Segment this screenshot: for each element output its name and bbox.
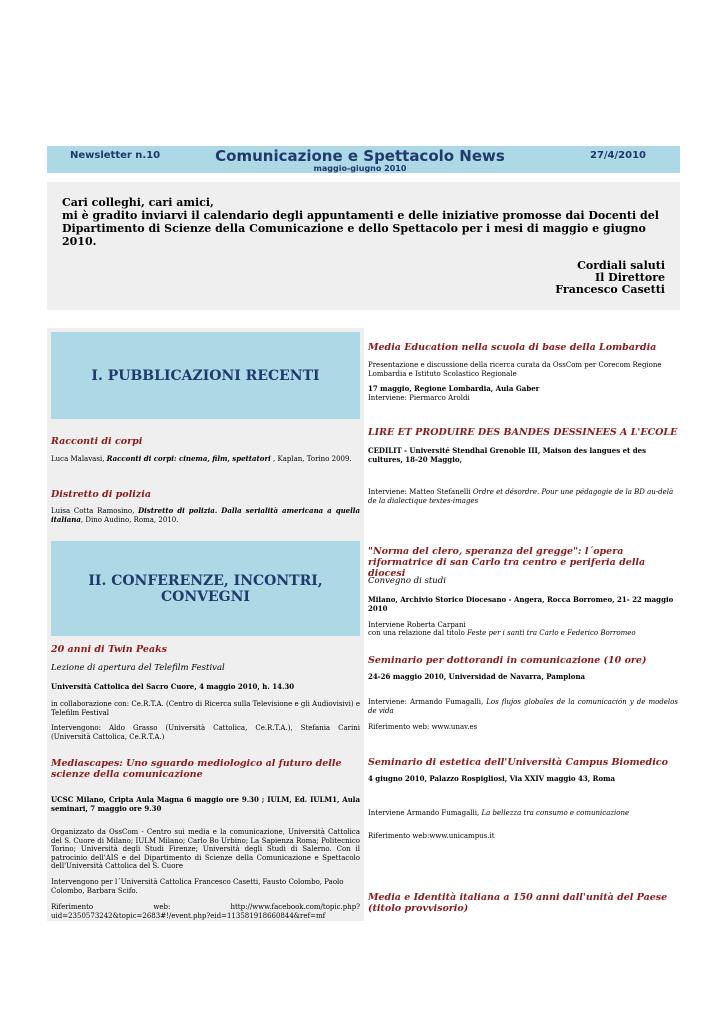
racconti-title: Racconti di corpi: [51, 436, 143, 447]
media-identita-title: Media e Identità italiana a 150 anni dall'unità del Paese (titolo provvisorio): [368, 892, 668, 914]
mediascapes-ref-line: Riferimento web: http://www.facebook.com/topic.php?: [51, 903, 360, 911]
newsletter-title: Comunicazione e Spettacolo News: [215, 147, 505, 165]
section-conferenze: II. CONFERENZE, INCONTRI, CONVEGNI: [51, 541, 360, 636]
seminario-dottorandi-title: Seminario per dottorandi in comunicazione (10 ore): [368, 655, 647, 666]
media-education-place: 17 maggio, Regione Lombardia, Aula Gaber: [368, 384, 540, 393]
seminario-estetica-ref[interactable]: Riferimento web:www.unicampus.it: [368, 832, 495, 840]
intro-closing: Cordiali saluti: [577, 259, 665, 272]
distretto-title: Distretto di polizia: [51, 489, 151, 500]
newsletter-number: Newsletter n.10: [70, 150, 161, 161]
mediascapes-organizers: Organizzato da OssCom - Centro sui media e la comunicazione, Università Cattolica del S. Cuore di Milano; IULM Milano; Carlo Bo Urbino; La Sapienza Roma; Politecnico Torino; Università degli Studi Firenze; Università degli Studi di Salerno. Con il patrocinio dell'AIS e del Dipartimento di Scienze della Comunicazione e Spettacolo dell'Università Cattolica del S. Cuore: [51, 828, 360, 870]
norma-place: Milano, Archivio Storico Diocesano - Angera, Rocca Borromeo, 21- 22 maggio 2010: [368, 595, 674, 613]
facebook-link[interactable]: http://www.facebook.com/topic.php?: [230, 903, 360, 911]
newsletter-subtitle: maggio-giugno 2010: [313, 164, 407, 173]
mediascapes-ref-url[interactable]: uid=2350573242&topic=2683#!/event.php?eid=113581918660844&ref=mf: [51, 912, 326, 920]
newsletter-date: 27/4/2010: [589, 150, 646, 161]
media-education-desc: Presentazione e discussione della ricerca curata da OssCom per Corecom Regione Lombardia e Istituto Scolastico Regionale: [368, 361, 662, 378]
racconti-citation: Luca Malavasi, Racconti di corpi: cinema, film, spettatori , Kaplan, Torino 2009.: [51, 454, 352, 463]
mediascapes-title: Mediascapes: Uno sguardo mediologico al futuro delle scienze della comunicazione: [51, 758, 342, 780]
norma-relation: con una relazione dal titolo Feste per i santi tra Carlo e Federico Borromeo: [368, 629, 636, 637]
lire-title: LIRE ET PRODUIRE DES BANDES DESSINEES A L'ECOLE: [368, 427, 678, 438]
twin-peaks-place: Università Cattolica del Sacro Cuore, 4 maggio 2010, h. 14.30: [51, 682, 295, 691]
intro-greeting: Cari colleghi, cari amici,: [62, 196, 214, 209]
twin-peaks-speakers: Intervengono: Aldo Grasso (Università Cattolica, Ce.R.T.A.), Stefania Carini (Università Cattolica, Ce.R.T.A.): [51, 724, 360, 741]
lire-place: CEDILIT - Université Stendhal Grenoble III, Maison des langues et des cultures, 18-20 Maggio,: [368, 446, 647, 464]
distretto-citation: Luisa Cotta Ramosino, Distretto di polizia. Dalla serialità americana a quella italiana, Dino Audino, Roma, 2010.: [51, 506, 360, 524]
seminario-estetica-speaker: Interviene Armando Fumagalli, La bellezza tra consumo e comunicazione: [368, 809, 630, 817]
intro-text: mi è gradito inviarvi il calendario degli appuntamenti e delle iniziative promosse dai Docenti del Dipartimento di Scienze della Comunicazione e dello Spettacolo per i mesi di maggio e giugno 2010.: [62, 209, 659, 248]
lire-speaker: Interviene: Matteo Stefanelli Ordre et désordre. Pour une pédagogie de la BD au-delà de la dialectique textes-images: [368, 488, 674, 505]
seminario-estetica-place: 4 giugno 2010, Palazzo Rospigliosi, Via XXIV maggio 43, Roma: [368, 774, 616, 783]
seminario-dottorandi-speaker: Interviene: Armando Fumagalli, Los flujos globales de la comunicación y de modelos de vida: [368, 698, 678, 715]
seminario-dottorandi-place: 24-26 maggio 2010, Universidad de Navarra, Pamplona: [368, 672, 586, 681]
seminario-estetica-title: Seminario di estetica dell'Università Campus Biomedico: [368, 757, 668, 768]
twin-peaks-subtitle: Lezione di apertura del Telefilm Festival: [51, 663, 225, 673]
media-education-title: Media Education nella scuola di base della Lombardia: [368, 342, 657, 353]
intro-role: Il Direttore: [595, 271, 665, 284]
twin-peaks-collab: in collaborazione con: Ce.R.T.A. (Centro di Ricerca sulla Televisione e gli Audiovisivi) e Telefilm Festival: [51, 700, 360, 717]
intro-signature: Francesco Casetti: [555, 283, 665, 296]
mediascapes-speakers: Intervengono per l´Università Cattolica Francesco Casetti, Fausto Colombo, Paolo Colombo, Barbara Scifo.: [51, 878, 344, 895]
norma-title: "Norma del clero, speranza del gregge": l´opera riformatrice di san Carlo tra centro e periferia della diocesi: [368, 546, 646, 579]
norma-speaker: Interviene Roberta Carpani: [368, 621, 466, 629]
norma-subtitle: Convegno di studi: [368, 576, 446, 586]
section-pubblicazioni: I. PUBBLICAZIONI RECENTI: [51, 332, 360, 419]
mediascapes-place: UCSC Milano, Cripta Aula Magna 6 maggio ore 9.30 ; IULM, Ed. IULM1, Aula seminari, 7 maggio ore 9.30: [51, 795, 360, 813]
twin-peaks-title: 20 anni di Twin Peaks: [51, 644, 168, 655]
media-education-speaker: Interviene: Piermarco Aroldi: [368, 394, 470, 402]
seminario-dottorandi-ref[interactable]: Riferimento web: www.unav.es: [368, 723, 478, 731]
